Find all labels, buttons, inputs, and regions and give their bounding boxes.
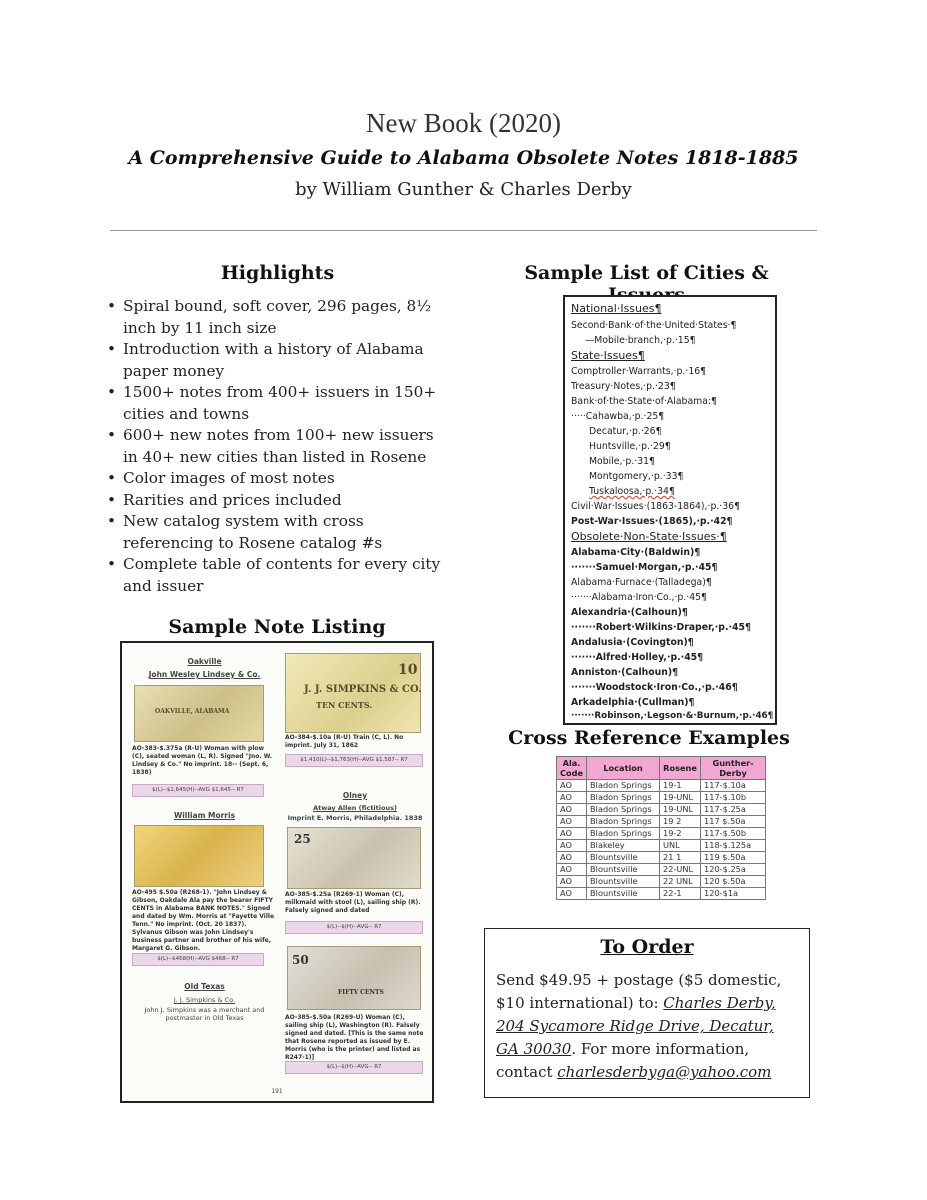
list-item: ·······Alfred·Holley,·p.·45¶ bbox=[571, 652, 704, 663]
banknote-image: 10 J. J. SIMPKINS & CO. TEN CENTS. bbox=[285, 653, 421, 733]
highlights-heading: Highlights bbox=[220, 262, 335, 284]
price-bar: $(L)--$468(H)--AVG $468-- R7 bbox=[132, 953, 264, 966]
price-bar: $(L)--$(H)--AVG-- R7 bbox=[285, 921, 423, 934]
issuer-heading: J. J. Simpkins & Co. bbox=[173, 996, 236, 1004]
list-item: Bank·of·the·State·of·Alabama:¶ bbox=[571, 396, 717, 407]
list-item: Arkadelphia·(Cullman)¶ bbox=[571, 697, 695, 708]
note-description: AO-495 $.50a (R268-1). "John Lindsey & Gibson, Oakdale Ala pay the bearer FIFTY CENTS in Alabama BANK NOTES." Signed and dated by Wm. Morris at "Fayette Ville Tenn." No imprint. (Oct. 20 1837). Sylvanus Gibson was John Lindsey's business partner and brother of his wife, Margaret G. Gibson. bbox=[132, 889, 275, 952]
list-item: • New catalog system with cross referencing to Rosene catalog #s bbox=[107, 512, 383, 552]
city-heading: Oakville bbox=[187, 657, 222, 666]
divider bbox=[110, 230, 817, 231]
list-item: Second·Bank·of·the·United·States·¶ bbox=[571, 320, 737, 331]
list-item: • 600+ new notes from 100+ new issuers in 40+ new cities than listed in Rosene bbox=[107, 426, 434, 466]
list-item: • Rarities and prices included bbox=[107, 490, 342, 509]
list-item: Treasury·Notes,·p.·23¶ bbox=[571, 381, 676, 392]
price-bar: $1,410(L)--$1,763(H)--AVG $1,587-- R7 bbox=[285, 754, 423, 767]
list-item: Alabama·City·(Baldwin)¶ bbox=[571, 547, 701, 558]
list-item: —Mobile·branch,·p.·15¶ bbox=[585, 335, 696, 346]
table-row: AO Bladon Springs 19 2 117 $.50a bbox=[557, 816, 766, 828]
list-item: ·······Samuel·Morgan,·p.·45¶ bbox=[571, 562, 718, 573]
banknote-image: 50 FIFTY CENTS bbox=[287, 946, 421, 1010]
list-item: ·······Alabama·Iron·Co.,·p.·45¶ bbox=[571, 592, 707, 603]
list-item: ·······Robert·Wilkins·Draper,·p.·45¶ bbox=[571, 622, 751, 633]
list-item: • 1500+ notes from 400+ issuers in 150+ cities and towns bbox=[107, 383, 437, 423]
note-description: AO-385-$.50a (R269-U) Woman (C), sailing ship (L), Washington (R). Falsely signed and dated. [This is the same note that Rosene reported as issued by E. Morris (who is the printer) and listed as R247-1)] bbox=[285, 1014, 424, 1061]
column-header: Location bbox=[587, 757, 660, 780]
table-row: AO Blountsville 22-1 120-$1a bbox=[557, 888, 766, 900]
order-box bbox=[484, 928, 810, 1098]
page-title: New Book (2020) bbox=[366, 108, 561, 138]
sample-note-listing bbox=[120, 641, 434, 1103]
list-item: Comptroller·Warrants,·p.·16¶ bbox=[571, 366, 707, 377]
issuer-heading: John Wesley Lindsey & Co. bbox=[148, 670, 261, 679]
banknote-image: OAKVILLE, ALABAMA bbox=[134, 685, 264, 742]
list-item: Alexandria·(Calhoun)¶ bbox=[571, 607, 688, 618]
note-description: AO-384-$.10a (R-U) Train (C, L). No imprint. July 31, 1862 bbox=[285, 734, 404, 749]
order-text: Send $49.95 + postage ($5 domestic, $10 international) to: Charles Derby, 204 Sycamore Ridge Drive, Decatur, GA 30030. For more information, contact charlesderbyga@yahoo.com bbox=[496, 971, 782, 1081]
list-item: • Introduction with a history of Alabama paper money bbox=[107, 340, 424, 380]
banknote-image bbox=[134, 825, 264, 887]
list-item: ·····Cahawba,·p.·25¶ bbox=[571, 411, 665, 422]
list-item: Montgomery,·p.·33¶ bbox=[589, 471, 684, 482]
table-row: AO Blountsville 22-UNL 120-$.25a bbox=[557, 864, 766, 876]
table-row: AO Bladon Springs 19-1 117-$.10a bbox=[557, 780, 766, 792]
list-item: Andalusia·(Covington)¶ bbox=[571, 637, 694, 648]
book-authors: by William Gunther & Charles Derby bbox=[295, 179, 632, 200]
list-item: National·Issues¶ bbox=[571, 302, 662, 315]
list-item: • Complete table of contents for every city and issuer bbox=[107, 555, 441, 595]
list-item: Tuskaloosa,·p.·34¶ bbox=[589, 486, 675, 497]
list-item: Obsolete·Non-State·Issues·¶ bbox=[571, 530, 727, 543]
cities-list bbox=[563, 295, 777, 725]
address-link[interactable]: Charles Derby, 204 Sycamore Ridge Drive, Decatur, GA 30030 bbox=[496, 994, 776, 1058]
list-item: Decatur,·p.·26¶ bbox=[589, 426, 662, 437]
highlights-list bbox=[105, 296, 450, 597]
list-item: Alabama·Furnace·(Talladega)¶ bbox=[571, 577, 712, 588]
table-row: AO Bladon Springs 19-UNL 117-$.25a bbox=[557, 804, 766, 816]
list-item: Post-War·Issues·(1865),·p.·42¶ bbox=[571, 516, 733, 527]
issuer-heading: William Morris bbox=[173, 811, 236, 820]
imprint-text: Imprint E. Morris, Philadelphia. 1838 bbox=[287, 814, 423, 822]
table-row: AO Bladon Springs 19-2 117-$.50b bbox=[557, 828, 766, 840]
cross-reference-table bbox=[556, 756, 766, 900]
note-description: AO-383-$.375a (R-U) Woman with plow (C), seated woman (L, R). Signed "Jno. W. Lindsey & Co." No imprint. 18-- (Sept. 6, 1838) bbox=[132, 745, 273, 776]
order-heading: To Order bbox=[600, 936, 694, 958]
list-item: State·Issues¶ bbox=[571, 349, 645, 362]
issuer-heading: Atway Allen (fictitious) bbox=[313, 804, 397, 812]
sample-note-heading: Sample Note Listing bbox=[168, 616, 386, 638]
email-link[interactable]: charlesderbyga@yahoo.com bbox=[557, 1063, 772, 1081]
city-heading: Old Texas bbox=[184, 982, 225, 991]
table-row: AO Blountsville 21 1 119 $.50a bbox=[557, 852, 766, 864]
column-header: Ala. Code bbox=[557, 757, 587, 780]
list-item: ·······Woodstock·Iron·Co.,·p.·46¶ bbox=[571, 682, 738, 693]
list-item: • Spiral bound, soft cover, 296 pages, 8½ inch by 11 inch size bbox=[107, 297, 432, 337]
table-header-row bbox=[557, 757, 766, 780]
column-header: Gunther-Derby bbox=[701, 757, 766, 780]
table-row: AO Bladon Springs 19-UNL 117-$.10b bbox=[557, 792, 766, 804]
table-row: AO Blakeley UNL 118-$.125a bbox=[557, 840, 766, 852]
price-bar: $(L)--$1,645(H)--AVG $1,645-- R7 bbox=[132, 784, 264, 797]
column-header: Rosene bbox=[660, 757, 701, 780]
price-bar: $(L)--$(H)--AVG-- R7 bbox=[285, 1061, 423, 1074]
list-item: Civil·War·Issues·(1863-1864),·p.·36¶ bbox=[571, 501, 741, 512]
book-title: A Comprehensive Guide to Alabama Obsolete Notes 1818-1885 bbox=[128, 147, 799, 169]
list-item: Anniston·(Calhoun)¶ bbox=[571, 667, 679, 678]
page-number: 191 bbox=[271, 1088, 283, 1095]
cross-reference-heading: Cross Reference Examples bbox=[508, 727, 790, 749]
list-item: ·······Robinson,·Legson·&·Burnum,·p.·46¶ bbox=[571, 711, 774, 721]
page-header bbox=[0, 105, 927, 205]
banknote-image: 25 bbox=[287, 827, 421, 889]
issuer-note: John J. Simpkins was a merchant and postmaster in Old Texas bbox=[144, 1006, 265, 1022]
list-item: Huntsville,·p.·29¶ bbox=[589, 441, 671, 452]
city-heading: Olney bbox=[342, 791, 368, 800]
list-item: • Color images of most notes bbox=[107, 469, 335, 487]
cities-heading: Sample List of Cities & bbox=[524, 262, 769, 284]
list-item: Mobile,·p.·31¶ bbox=[589, 456, 655, 467]
table-row: AO Blountsville 22 UNL 120 $.50a bbox=[557, 876, 766, 888]
note-description: AO-385-$.25a (R269-1) Woman (C), milkmaid with stool (L), sailing ship (R). Falsely signed and dated bbox=[285, 891, 421, 914]
